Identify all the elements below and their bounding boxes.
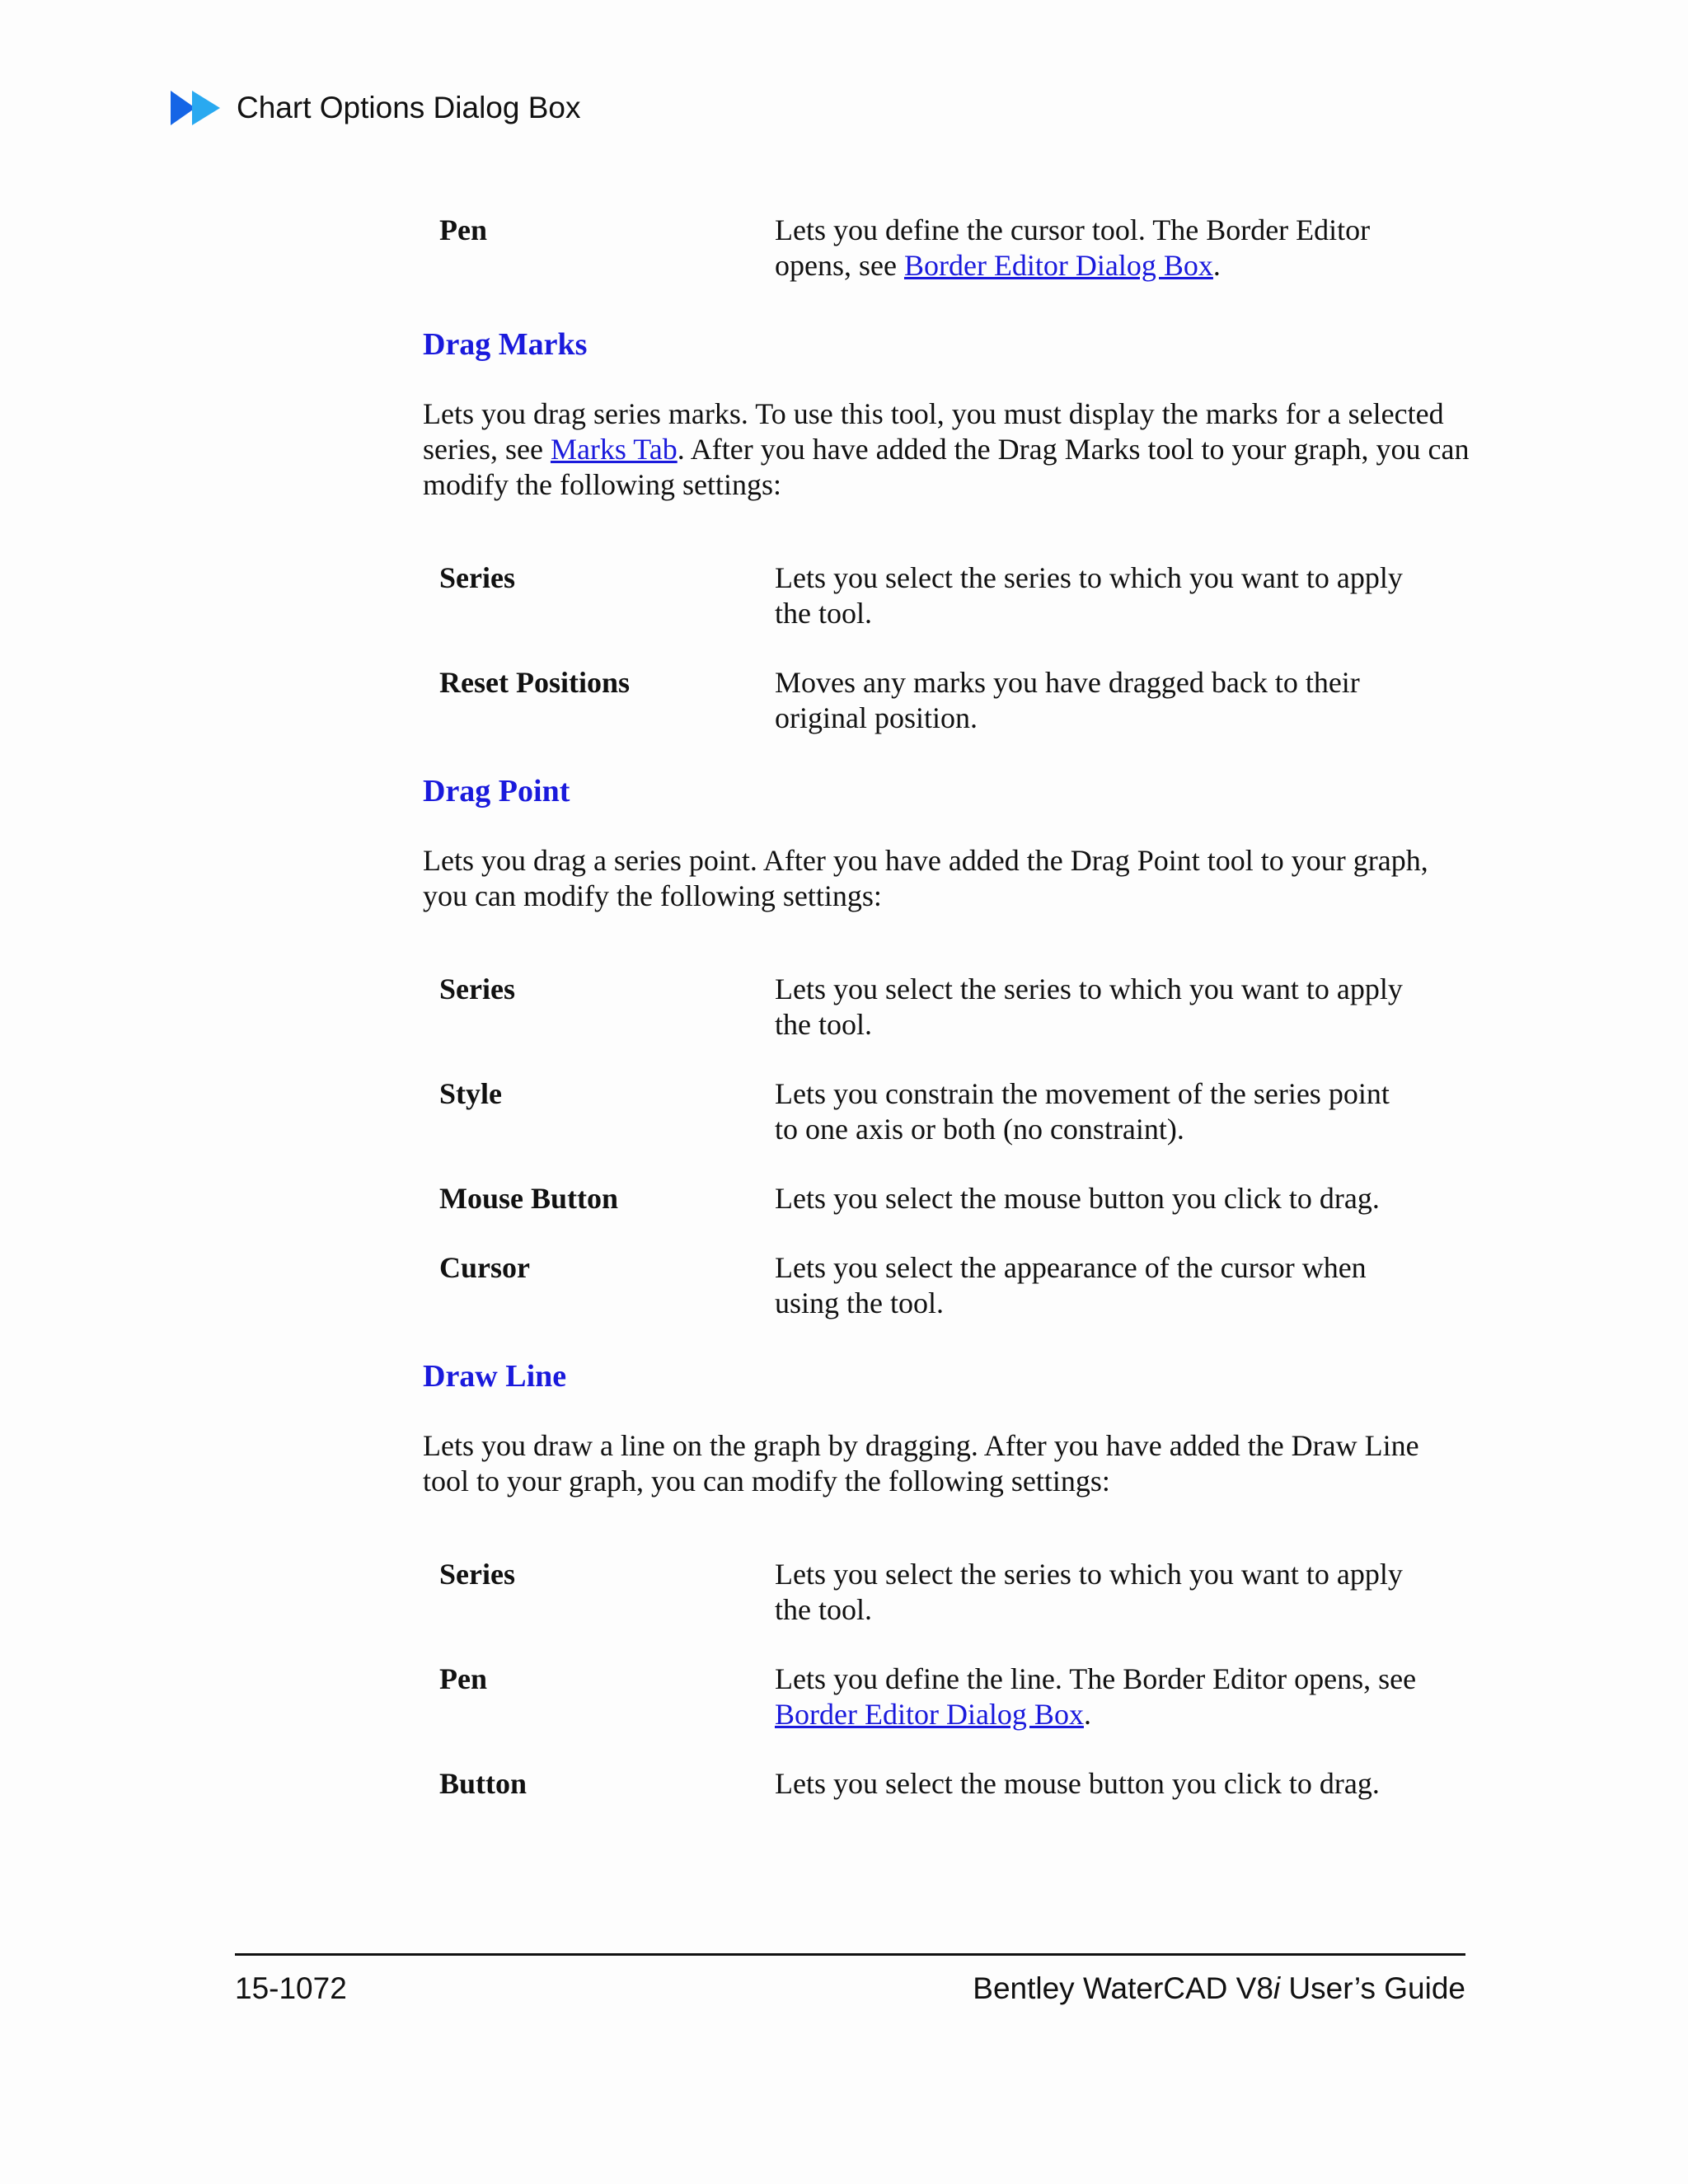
- definition-desc: Moves any marks you have dragged back to their original position.: [775, 666, 1360, 734]
- marks-tab-link[interactable]: Marks Tab: [550, 433, 678, 466]
- section-paragraph: Lets you draw a line on the graph by dragging. After you have added the Draw Line tool to your graph, you can modify the following settings:: [423, 1429, 1419, 1497]
- definition-term: Series: [439, 561, 515, 594]
- definition-term: Mouse Button: [439, 1182, 619, 1215]
- definition-desc: Lets you select the series to which you want to apply the tool.: [775, 561, 1403, 630]
- definition-term: Series: [439, 1558, 515, 1591]
- definition-term: Reset Positions: [439, 666, 630, 699]
- definition-desc: Lets you constrain the movement of the series point to one axis or both (no constraint).: [775, 1077, 1390, 1146]
- definition-desc: Lets you select the mouse button you click to drag.: [775, 1767, 1380, 1800]
- border-editor-link[interactable]: Border Editor Dialog Box: [775, 1698, 1084, 1731]
- section-paragraph: Lets you drag a series point. After you have added the Drag Point tool to your graph, you can modify the following settings:: [423, 844, 1428, 912]
- definition-term: Pen: [439, 213, 487, 246]
- section-heading-draw-line: Draw Line: [423, 1359, 567, 1394]
- footer-divider: [235, 1953, 1465, 1956]
- section-heading-drag-marks: Drag Marks: [423, 327, 588, 362]
- page-header: [171, 89, 580, 127]
- double-chevron-right-icon: [171, 91, 222, 125]
- guide-title: Bentley WaterCAD V8i User’s Guide: [973, 1971, 1465, 2005]
- definition-desc: Lets you define the line. The Border Editor opens, see Border Editor Dialog Box.: [775, 1662, 1417, 1731]
- definition-term: Cursor: [439, 1251, 530, 1284]
- definition-term: Pen: [439, 1662, 487, 1695]
- page-number: 15-1072: [235, 1971, 347, 2005]
- definition-desc: Lets you select the appearance of the cursor when using the tool.: [775, 1251, 1367, 1319]
- definition-term: Style: [439, 1077, 502, 1110]
- definition-desc: Lets you define the cursor tool. The Border Editor opens, see Border Editor Dialog Box.: [775, 213, 1371, 282]
- definition-desc: Lets you select the mouse button you click to drag.: [775, 1182, 1380, 1215]
- definition-desc: Lets you select the series to which you want to apply the tool.: [775, 1558, 1403, 1626]
- definition-desc: Lets you select the series to which you want to apply the tool.: [775, 972, 1403, 1041]
- border-editor-link[interactable]: Border Editor Dialog Box: [903, 249, 1213, 282]
- section-heading-drag-point: Drag Point: [423, 774, 570, 808]
- definition-term: Button: [439, 1767, 528, 1800]
- definition-term: Series: [439, 972, 515, 1005]
- page-header-title: Chart Options Dialog Box: [237, 91, 581, 124]
- section-paragraph: Lets you drag series marks. To use this tool, you must display the marks for a selected series, see Marks Tab. After you have added the Drag Marks tool to your graph, you can modify the following settings:: [423, 397, 1470, 501]
